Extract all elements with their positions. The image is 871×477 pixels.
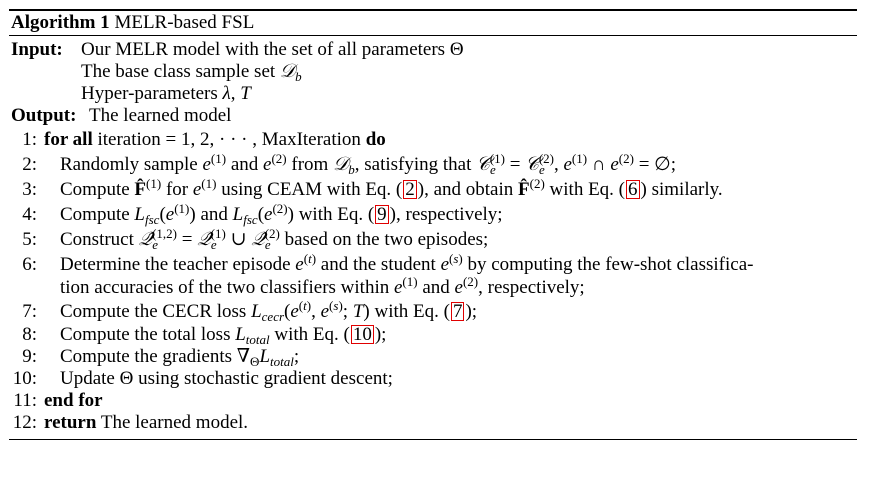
step-10 [9,368,857,390]
step-3-text: Compute F̂$^{(1)}$ for $e^{(1)}$ using CEAM with Eq. ( 2 ), and obtain F̂$^{(2)}$ with Eq. ( 6 ) similarly. [60,176,723,200]
output-line [9,105,857,127]
step-6-cont-text: tion accuracies of the two classifiers within $e^{(1)}$ and $e^{(2)}$, respectively; [60,274,585,298]
line-number: 8: [22,324,37,345]
step-1 [9,127,857,152]
input-line-2 [9,61,857,83]
line-number: 12: [12,412,37,433]
step-2 [9,152,857,177]
step-7 [9,299,857,324]
input-text-1: Our MELR model with the set of all parameters Θ [81,39,464,60]
algorithm-title [9,11,857,35]
step-5 [9,227,857,252]
line-number: 10: [12,368,37,389]
step-6 [9,252,857,277]
line-number: 9: [22,346,37,367]
output-label: Output: [11,105,77,126]
step-8 [9,324,857,346]
step-8-text: Compute the total loss $L_{total}$ with Eq. ( 10 ); [60,324,387,347]
algorithm-body [9,36,857,439]
step-5-text: Construct $𝒬̂_e^{(1,2)}$ = $𝒬̂_e^{(1)}$ ∪ $𝒬̂_e^{(2)}$ based on the two episodes; [60,226,489,252]
step-3 [9,177,857,202]
step-1-text: for all iteration = 1, 2, · · · , MaxIteration do [44,129,386,150]
eq-ref-2[interactable]: 2 [405,179,415,200]
eq-ref-10[interactable]: 10 [352,324,372,345]
eq-ref-6[interactable]: 6 [628,179,638,200]
step-4 [9,202,857,227]
step-6-text: Determine the teacher episode $e^{(t)}$ and the student $e^{(s)}$ by computing the few-shot classifica- [60,251,754,275]
bottom-rule [9,439,857,440]
line-number: 7: [22,301,37,322]
step-4-text: Compute $L_{fsc}(e^{(1)})$ and $L_{fsc}(e^{(2)})$ with Eq. ( 9 ), respectively; [60,201,503,227]
step-9 [9,346,857,368]
line-number: 3: [22,179,37,200]
input-label: Input: [11,39,63,60]
input-line-3 [9,83,857,105]
line-number: 4: [22,204,37,225]
algorithm-title-text: MELR-based FSL [114,12,255,33]
eq-ref-7[interactable]: 7 [452,301,463,322]
line-number: 1: [22,129,37,150]
step-11-text: end for [44,390,103,411]
eq-ref-9[interactable]: 9 [377,204,387,225]
step-12-text: return The learned model. [44,412,249,433]
step-9-text: Compute the gradients $\nabla_\Theta L_{total}$; [60,346,300,369]
algorithm-block [9,9,857,440]
line-number: 11: [13,390,37,411]
step-2-text: Randomly sample $e^{(1)}$ and $e^{(2)}$ from 𝒟$_b$, satisfying that 𝒞$_e^{(1)}$ = 𝒞$_e^{(2)}$, $e^{(1)}$ ∩ $e^{(2)}$ = ∅; [60,151,676,177]
step-11 [9,390,857,412]
algorithm-title-label: Algorithm 1 [11,12,110,33]
line-number: 2: [22,154,37,175]
output-text: The learned model [89,105,232,126]
line-number: 5: [22,229,37,250]
input-text-3: Hyper-parameters λ, T [81,83,251,104]
input-text-2: The base class sample set 𝒟$_b$ [81,61,302,84]
line-number: 6: [22,254,37,275]
step-7-text: Compute the CECR loss $L_{cecr}(e^{(t)}$, $e^{(s)}$; T) with Eq. ( 7 ); [60,298,478,324]
step-12 [9,412,857,434]
input-line-1 [9,39,857,61]
step-10-text: Update Θ using stochastic gradient descent; [60,368,393,389]
step-6-continuation [9,274,857,299]
